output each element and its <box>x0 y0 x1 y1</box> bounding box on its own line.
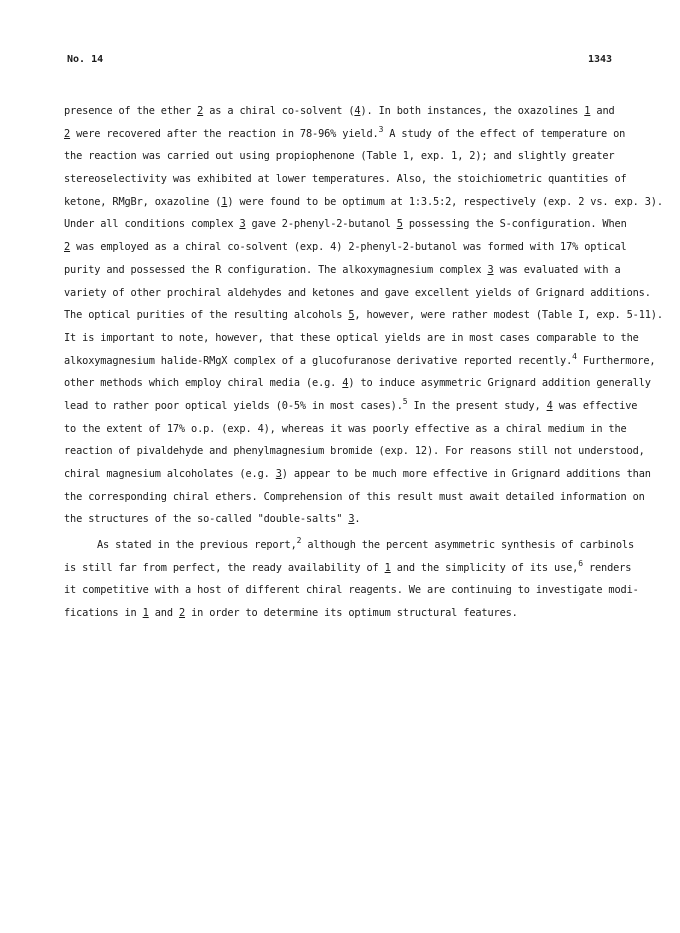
text-line <box>64 557 632 580</box>
text-span: Furthermore, <box>576 354 656 367</box>
text-line <box>64 395 638 418</box>
compound-number: 5 <box>348 309 355 322</box>
reference-superscript: 5 <box>402 396 408 406</box>
text-span: alkoxymagnesium halide-RMgX complex of a glucofuranose derivative reported recently. <box>64 354 573 367</box>
text-line <box>64 191 663 214</box>
reference-superscript: 4 <box>572 351 577 361</box>
text-span: lead to rather poor optical yields (0-5% in most cases). <box>64 399 403 412</box>
text-span: other methods which employ chiral media (e.g. <box>64 377 343 390</box>
compound-number: 2 <box>64 241 71 254</box>
text-line <box>64 372 651 395</box>
text-span: to the extent of 17% o.p. (exp. 4), whereas it was poorly effective as a chiral medium in the <box>64 422 627 435</box>
text-line <box>64 282 651 305</box>
text-span: as a chiral co-solvent ( <box>203 105 355 117</box>
compound-number: 4 <box>546 399 553 412</box>
text-line <box>64 440 645 463</box>
text-line <box>64 534 635 557</box>
reference-superscript: 3 <box>378 124 384 134</box>
text-line <box>64 327 639 350</box>
text-line <box>64 486 645 509</box>
reference-superscript: 2 <box>296 536 302 546</box>
text-span: was employed as a chiral co-solvent (exp. 4) 2-phenyl-2-butanol was formed with 17% optical <box>70 241 627 254</box>
text-span: renders <box>582 561 632 574</box>
journal-issue: No. 14 <box>67 54 104 65</box>
text-span: purity and possessed the R configuration. The alkoxymagnesium complex <box>64 263 488 276</box>
text-span: It is important to note, however, that these optical yields are in most cases comparable to the <box>64 331 639 344</box>
text-span: ) appear to be much more effective in Grignard additions than <box>281 468 651 480</box>
text-span: In the present study, <box>407 399 547 412</box>
compound-number: 1 <box>142 607 149 620</box>
text-span: variety of other prochiral aldehydes and ketones and gave excellent yields of Grignard additions. <box>64 286 651 299</box>
compound-number: 1 <box>384 561 391 574</box>
text-span: and <box>148 607 179 620</box>
compound-number: 2 <box>64 127 71 140</box>
text-span: As stated in the previous report, <box>97 539 297 552</box>
text-line <box>64 508 624 531</box>
text-span: Under all conditions complex <box>64 218 240 231</box>
text-line <box>64 579 639 602</box>
text-span: was evaluated with a <box>493 263 621 276</box>
reference-superscript: 6 <box>578 558 583 568</box>
text-span: . <box>354 513 361 526</box>
text-line <box>64 463 651 486</box>
text-span: were recovered after the reaction in 78-96% yield. <box>70 127 379 140</box>
text-span: gave 2-phenyl-2-butanol <box>245 218 397 231</box>
text-span: ) were found to be optimum at 1:3.5:2, respectively (exp. 2 vs. exp. 3). <box>227 195 663 208</box>
compound-number: 3 <box>239 218 246 231</box>
text-span: it competitive with a host of different chiral reagents. We are continuing to investigate modi- <box>64 584 639 597</box>
paragraph <box>64 100 663 531</box>
text-line <box>64 350 656 373</box>
text-span: the structures of the so-called "double-salts" <box>64 513 349 526</box>
text-span: ketone, RMgBr, oxazoline ( <box>64 195 222 208</box>
text-line <box>64 100 624 123</box>
compound-number: 5 <box>396 218 403 231</box>
text-line <box>64 304 663 327</box>
compound-number: 3 <box>275 468 282 480</box>
compound-number: 2 <box>178 607 186 620</box>
text-span: chiral magnesium alcoholates (e.g. <box>64 468 276 480</box>
text-span: was effective <box>552 399 638 412</box>
compound-number: 2 <box>197 105 204 117</box>
text-span: A study of the effect of temperature on <box>383 127 626 140</box>
compound-number: 4 <box>354 105 361 117</box>
text-span: the reaction was carried out using propiophenone (Table 1, exp. 1, 2); and slightly greater <box>64 150 615 163</box>
text-line <box>64 259 624 282</box>
text-span: fications in <box>64 607 143 620</box>
text-span: and the simplicity of its use, <box>390 561 579 574</box>
text-span: in order to determine its optimum structural features. <box>185 607 518 620</box>
compound-number: 4 <box>342 377 349 390</box>
text-span: the corresponding chiral ethers. Comprehension of this result must await detailed information on <box>64 490 645 503</box>
compound-number: 3 <box>348 513 355 526</box>
text-span: is still far from perfect, the ready availability of <box>64 561 385 574</box>
text-span: presence of the ether <box>64 105 198 117</box>
text-span: and <box>590 105 615 117</box>
compound-number: 1 <box>584 105 591 117</box>
text-span: stereoselectivity was exhibited at lower temperatures. Also, the stoichiometric quantities of <box>64 173 627 186</box>
text-line <box>64 145 624 168</box>
paragraph <box>64 534 639 625</box>
text-line <box>64 602 624 625</box>
text-line <box>64 418 627 441</box>
text-line <box>64 168 627 191</box>
page-number: 1343 <box>588 54 613 65</box>
text-span: possessing the S-configuration. When <box>402 218 627 231</box>
text-line <box>64 236 627 259</box>
text-span: ). In both instances, the oxazolines <box>360 105 585 117</box>
text-span: The optical purities of the resulting alcohols <box>64 309 349 322</box>
compound-number: 1 <box>221 195 228 208</box>
compound-number: 3 <box>487 263 494 276</box>
text-span: , however, were rather modest (Table I, exp. 5-11). <box>354 309 663 322</box>
text-line <box>64 123 624 146</box>
text-line <box>64 213 627 236</box>
text-span: reaction of pivaldehyde and phenylmagnesium bromide (exp. 12). For reasons still not understood, <box>64 445 645 458</box>
text-span: although the percent asymmetric synthesis of carbinols <box>301 539 635 552</box>
text-span: ) to induce asymmetric Grignard addition generally <box>348 377 651 390</box>
article-body <box>64 100 663 625</box>
